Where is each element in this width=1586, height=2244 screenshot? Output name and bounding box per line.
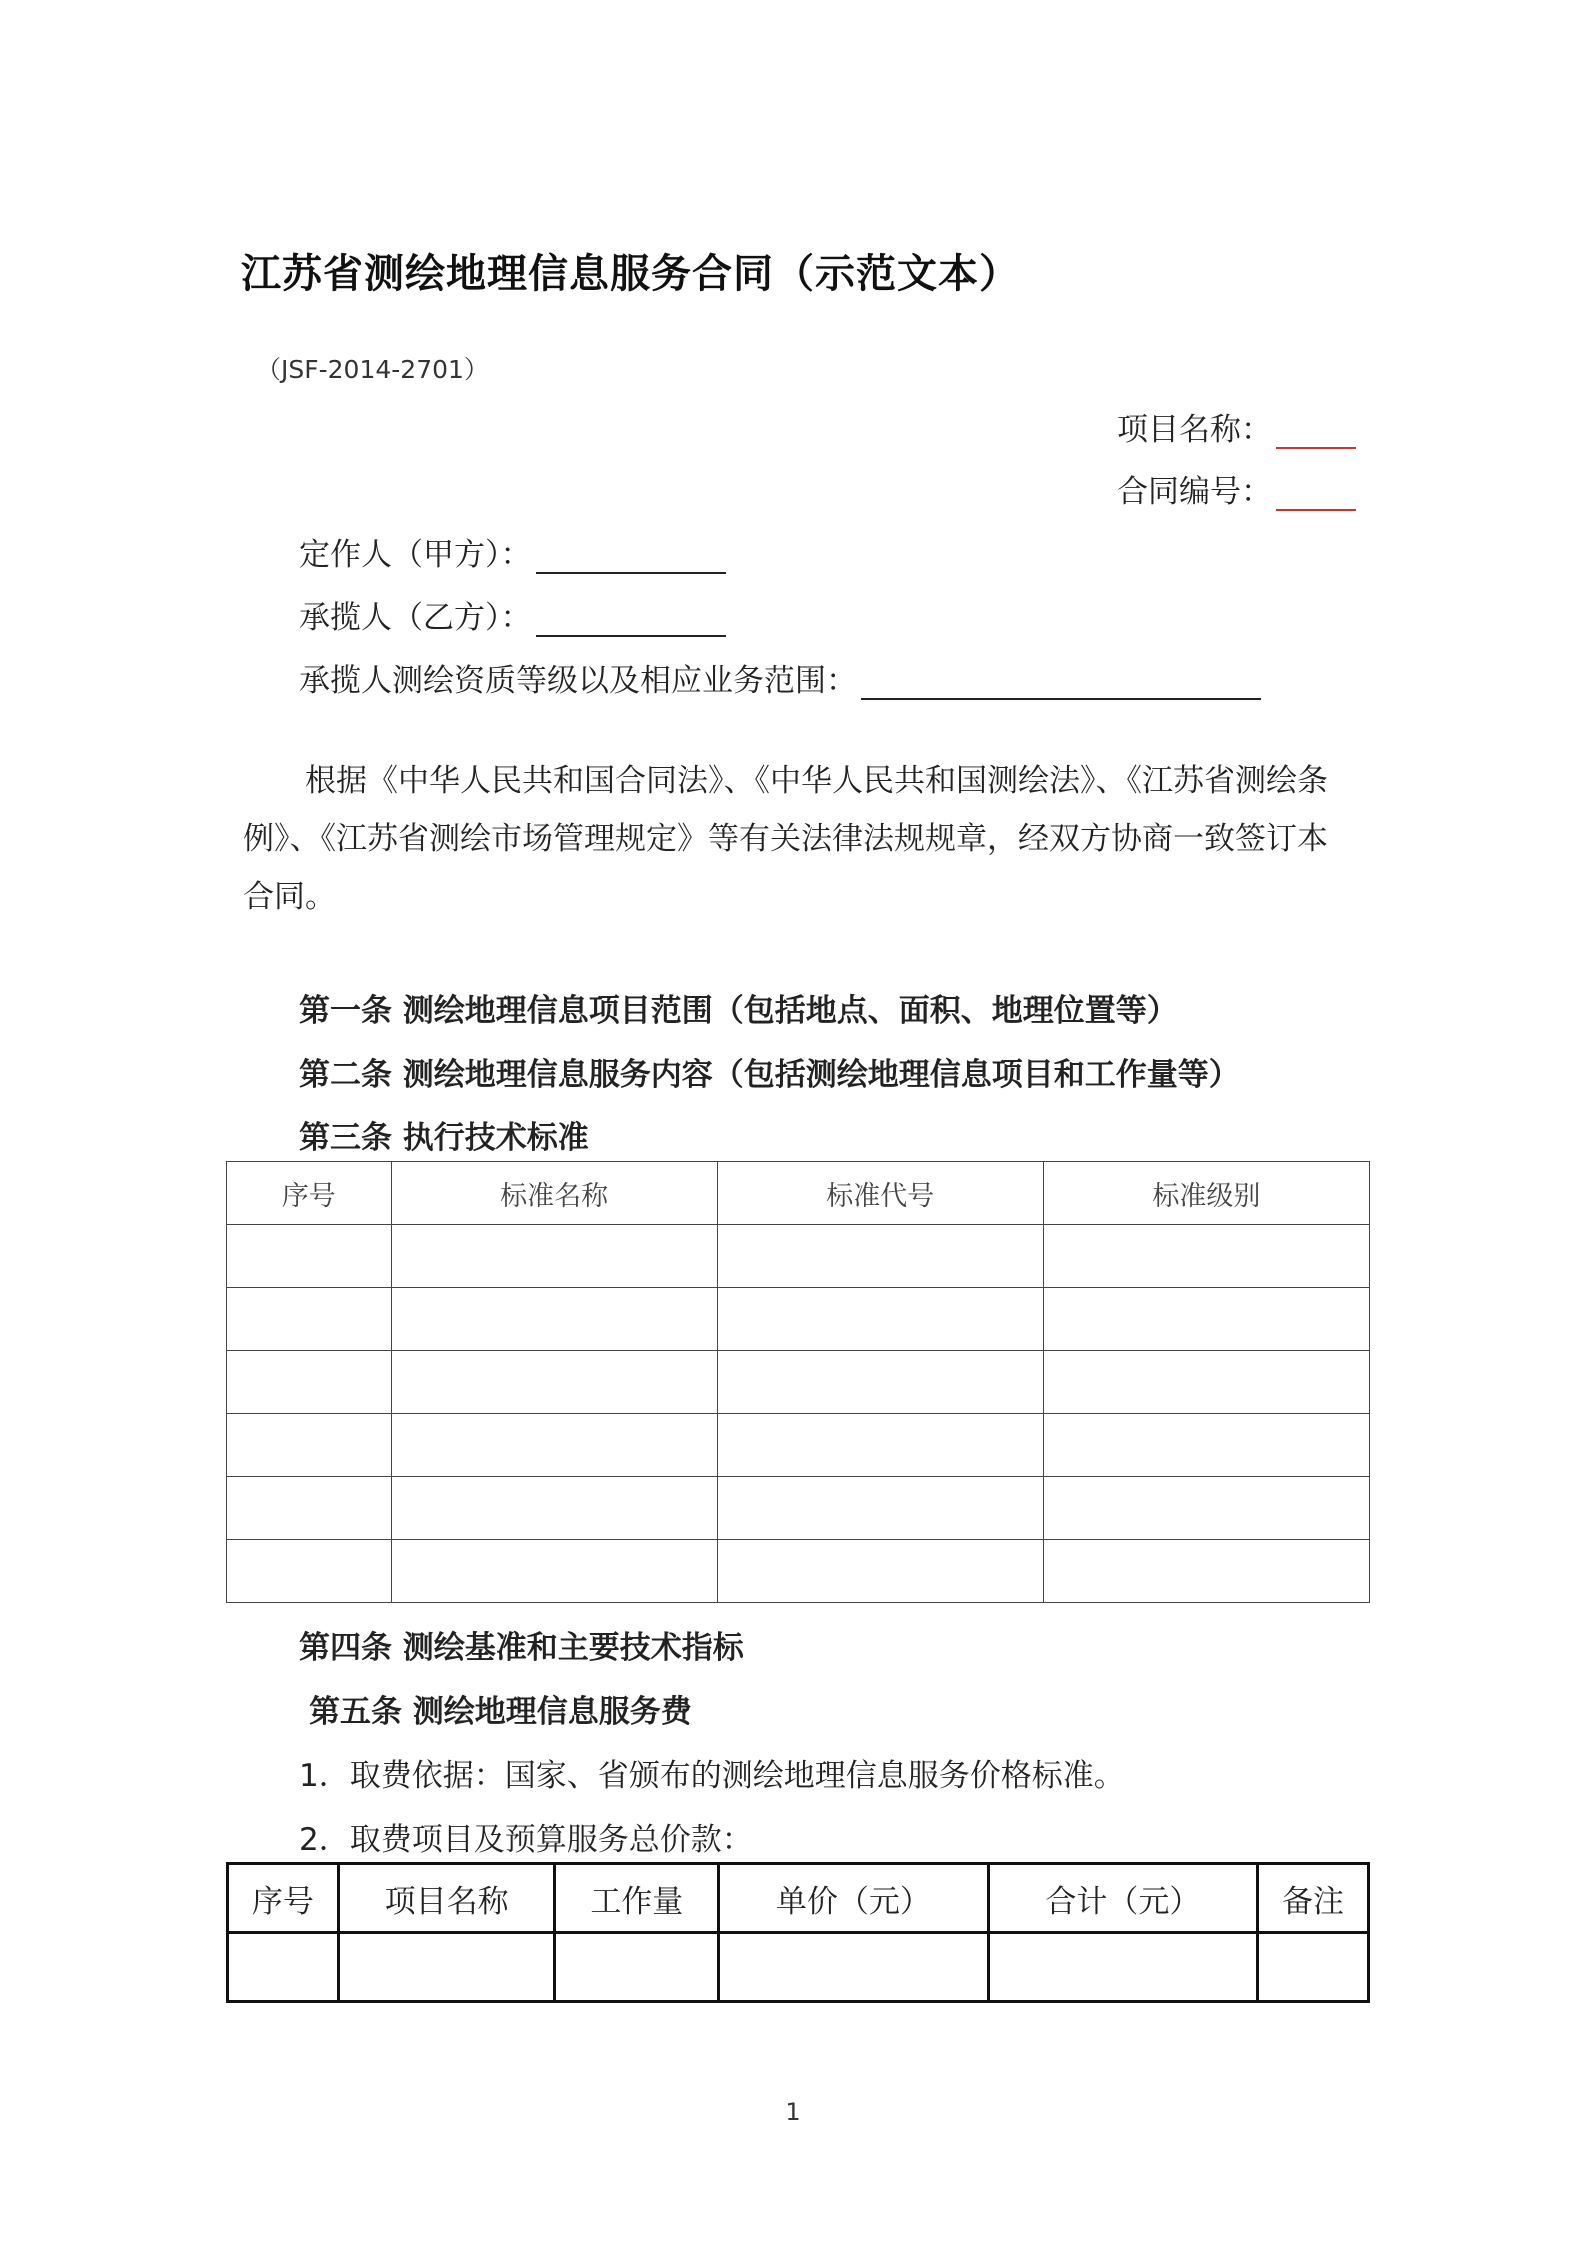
- article-3-heading: 第三条 执行技术标准: [299, 1120, 589, 1156]
- article-4-heading: 第四条 测绘基准和主要技术指标: [299, 1630, 744, 1666]
- table-cell[interactable]: [717, 1414, 1043, 1477]
- table-header-cell: 标准代号: [717, 1162, 1043, 1225]
- article-5-heading: 第五条 测绘地理信息服务费: [309, 1694, 692, 1730]
- table-cell[interactable]: [391, 1414, 717, 1477]
- table-cell[interactable]: [391, 1477, 717, 1540]
- table-cell[interactable]: [227, 1288, 392, 1351]
- fee-basis-item: 1．取费依据：国家、省颁布的测绘地理信息服务价格标准。: [299, 1758, 1125, 1794]
- table-cell[interactable]: [228, 1933, 339, 2002]
- table-cell[interactable]: [1043, 1540, 1369, 1603]
- table-header-cell: 工作量: [555, 1864, 719, 1933]
- project-name-field: [1117, 404, 1356, 449]
- article-1-heading: 第一条 测绘地理信息项目范围（包括地点、面积、地理位置等）: [299, 993, 1178, 1029]
- table-cell[interactable]: [717, 1288, 1043, 1351]
- standards-table-header: [227, 1162, 1370, 1225]
- table-cell[interactable]: [717, 1225, 1043, 1288]
- table-cell[interactable]: [227, 1477, 392, 1540]
- party-b-label: 承揽人（乙方）：: [299, 600, 532, 636]
- party-a-field: [299, 529, 726, 574]
- project-name-label: 项目名称：: [1117, 412, 1272, 448]
- qualification-blank[interactable]: [861, 668, 1261, 700]
- table-row: [227, 1540, 1370, 1603]
- table-row: [227, 1288, 1370, 1351]
- table-header-cell: 备注: [1258, 1864, 1369, 1933]
- table-cell[interactable]: [1043, 1225, 1369, 1288]
- project-name-blank[interactable]: [1276, 417, 1356, 449]
- table-row: [227, 1477, 1370, 1540]
- table-header-cell: 标准名称: [391, 1162, 717, 1225]
- document-title: 江苏省测绘地理信息服务合同（示范文本）: [241, 251, 1020, 297]
- table-cell[interactable]: [555, 1933, 719, 2002]
- table-cell[interactable]: [227, 1414, 392, 1477]
- table-row: [227, 1414, 1370, 1477]
- table-cell[interactable]: [1043, 1351, 1369, 1414]
- table-cell[interactable]: [717, 1540, 1043, 1603]
- contract-no-label: 合同编号：: [1117, 474, 1272, 510]
- intro-paragraph-text: 根据《中华人民共和国合同法》、《中华人民共和国测绘法》、《江苏省测绘条例》、《江苏省测绘市场管理规定》等有关法律法规规章，经双方协商一致签订本合同。: [243, 763, 1328, 915]
- table-cell[interactable]: [391, 1351, 717, 1414]
- article-2-heading: 第二条 测绘地理信息服务内容（包括测绘地理信息项目和工作量等）: [299, 1057, 1240, 1093]
- table-cell[interactable]: [717, 1351, 1043, 1414]
- qualification-label: 承揽人测绘资质等级以及相应业务范围：: [299, 663, 857, 699]
- table-cell[interactable]: [1043, 1414, 1369, 1477]
- table-cell[interactable]: [227, 1540, 392, 1603]
- table-header-cell: 项目名称: [338, 1864, 555, 1933]
- standards-table: [226, 1161, 1370, 1603]
- document-code: （JSF-2014-2701）: [256, 355, 489, 384]
- table-header-cell: 标准级别: [1043, 1162, 1369, 1225]
- party-a-label: 定作人（甲方）：: [299, 537, 532, 573]
- qualification-field: [299, 655, 1261, 700]
- fee-items-item: 2．取费项目及预算服务总价款：: [299, 1822, 753, 1858]
- table-cell[interactable]: [1043, 1477, 1369, 1540]
- table-cell[interactable]: [1043, 1288, 1369, 1351]
- table-cell[interactable]: [391, 1225, 717, 1288]
- table-cell[interactable]: [391, 1540, 717, 1603]
- table-cell[interactable]: [719, 1933, 988, 2002]
- table-row: [228, 1933, 1369, 2002]
- page-number: 1: [785, 2098, 801, 2126]
- table-cell[interactable]: [988, 1933, 1257, 2002]
- table-header-cell: 单价（元）: [719, 1864, 988, 1933]
- contract-no-blank[interactable]: [1276, 479, 1356, 511]
- table-row: [227, 1351, 1370, 1414]
- table-header-cell: 合计（元）: [988, 1864, 1257, 1933]
- table-cell[interactable]: [227, 1225, 392, 1288]
- party-a-blank[interactable]: [536, 542, 726, 574]
- table-cell[interactable]: [338, 1933, 555, 2002]
- contract-no-field: [1117, 466, 1356, 511]
- fee-table: [226, 1862, 1370, 2003]
- table-header-cell: 序号: [227, 1162, 392, 1225]
- table-cell[interactable]: [1258, 1933, 1369, 2002]
- table-header-cell: 序号: [228, 1864, 339, 1933]
- party-b-field: [299, 592, 726, 637]
- party-b-blank[interactable]: [536, 605, 726, 637]
- table-cell[interactable]: [717, 1477, 1043, 1540]
- fee-table-header: [228, 1864, 1369, 1933]
- table-cell[interactable]: [227, 1351, 392, 1414]
- table-row: [227, 1225, 1370, 1288]
- intro-paragraph: [243, 752, 1357, 926]
- table-cell[interactable]: [391, 1288, 717, 1351]
